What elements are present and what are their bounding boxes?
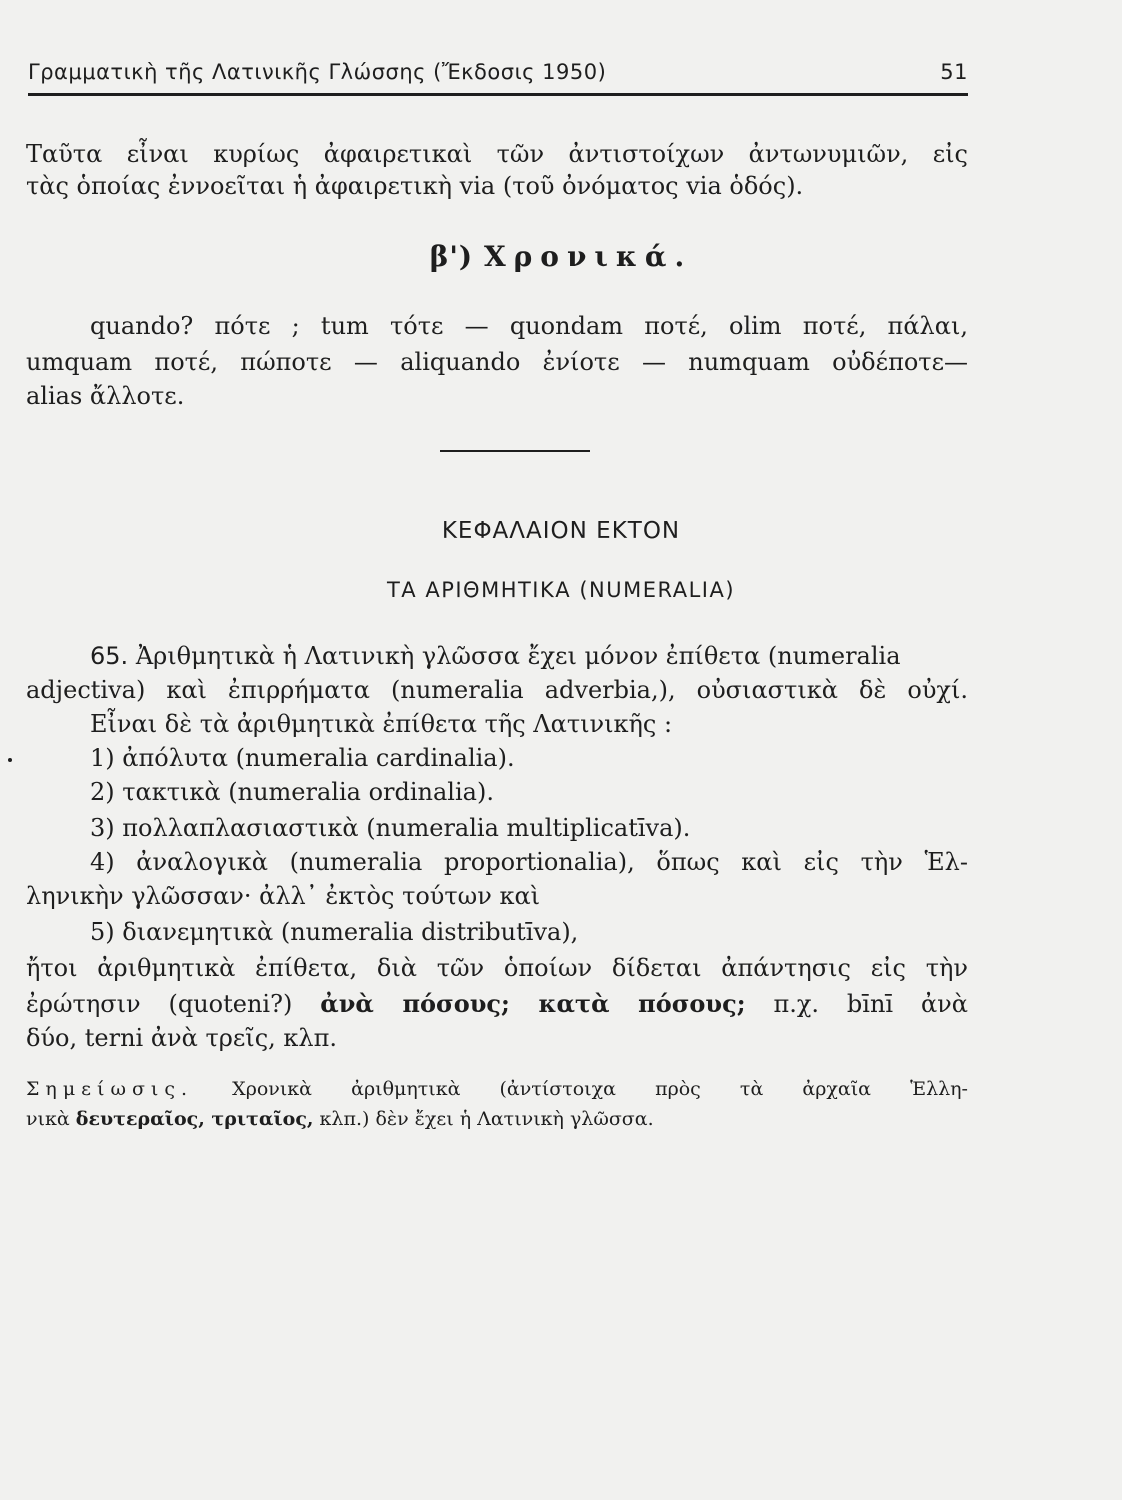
- line-b-bold: ἀνὰ πόσους; κατὰ πόσους;: [320, 989, 746, 1018]
- note-text-1: Χρονικὰ ἀριθμητικὰ (ἀντίστοιχα πρὸς τὰ ἀρχαῖα Ἑλλη-: [232, 1078, 968, 1100]
- note-line-2-pre: νικὰ: [26, 1108, 70, 1130]
- running-title: Γραμματικὴ τῆς Λατινικῆς Γλώσσης (Ἔκδοσις 1950): [28, 60, 607, 84]
- subsection-marker: β'): [429, 240, 474, 273]
- intro-line-1: Ταῦτα εἶναι κυρίως ἀφαιρετικαὶ τῶν ἀντιστοίχων ἀντωνυμιῶν, εἰς: [26, 140, 968, 168]
- line-b-pre: ἐρώτησιν (quoteni?): [26, 990, 293, 1018]
- intro-line-2: τὰς ὁποίας ἐννοεῖται ἡ ἀφαιρετικὴ via (τοῦ ὀνόματος via ὁδός).: [26, 172, 804, 200]
- subsection-title: Χρονικά.: [483, 240, 693, 273]
- temporal-line-1: quando? πότε ; tum τότε — quondam ποτέ, olim ποτέ, πάλαι,: [90, 312, 968, 340]
- section-65-line-b: [26, 988, 968, 1020]
- section-65-line-1: [90, 640, 968, 672]
- margin-dot: [8, 758, 12, 762]
- chapter-title: ΤΑ ΑΡΙΘΜΗΤΙΚΑ (NUMERALIA): [386, 578, 736, 602]
- section-65-line-c: δύο, terni ἀνὰ τρεῖς, κλπ.: [26, 1024, 338, 1052]
- section-65-line-a: ἤτοι ἀριθμητικὰ ἐπίθετα, διὰ τῶν ὁποίων δίδεται ἀπάντησις εἰς τὴν: [26, 954, 968, 982]
- section-65-text-1: Ἀριθμητικὰ ἡ Λατινικὴ γλῶσσα ἔχει μόνον ἐπίθετα (numeralia: [135, 642, 901, 670]
- page-number: 51: [940, 60, 968, 84]
- subsection-heading: [0, 240, 1122, 273]
- section-number: 65.: [90, 642, 129, 670]
- note-line-2: [26, 1104, 968, 1134]
- line-b-post: π.χ. bīnī ἀνὰ: [773, 990, 968, 1018]
- note-line-2-post: κλπ.) δὲν ἔχει ἡ Λατινικὴ γλῶσσα.: [319, 1108, 654, 1130]
- running-header: [28, 60, 968, 84]
- temporal-line-2: umquam ποτέ, πώποτε — aliquando ἐνίοτε — numquam οὐδέποτε—: [26, 348, 968, 376]
- list-item-4: 4) ἀναλογικὰ (numeralia proportionalia), ὅπως καὶ εἰς τὴν Ἑλ-: [90, 848, 968, 876]
- list-item-2: 2) τακτικὰ (numeralia ordinalia).: [90, 778, 494, 806]
- list-item-4-continued: ληνικὴν γλῶσσαν· ἀλλ᾽ ἐκτὸς τούτων καὶ: [26, 882, 541, 910]
- section-65-line-3: Εἶναι δὲ τὰ ἀριθμητικὰ ἐπίθετα τῆς Λατινικῆς :: [90, 710, 673, 738]
- note-line-1: [26, 1074, 968, 1104]
- section-divider: [440, 450, 590, 452]
- list-item-1: 1) ἀπόλυτα (numeralia cardinalia).: [90, 744, 515, 772]
- header-rule: [28, 93, 968, 96]
- list-item-3: 3) πολλαπλασιαστικὰ (numeralia multiplicatīva).: [90, 814, 691, 842]
- note-line-2-bold: δευτεραῖος, τριταῖος,: [75, 1108, 314, 1130]
- section-65-line-2: adjectiva) καὶ ἐπιρρήματα (numeralia adverbia,), οὐσιαστικὰ δὲ οὐχί.: [26, 676, 968, 704]
- list-item-5: 5) διανεμητικὰ (numeralia distributīva),: [90, 918, 579, 946]
- chapter-label: ΚΕΦΑΛΑΙΟΝ ΕΚΤΟΝ: [441, 518, 681, 544]
- note-label: Σημείωσις.: [26, 1078, 194, 1100]
- temporal-line-3: alias ἄλλοτε.: [26, 382, 185, 410]
